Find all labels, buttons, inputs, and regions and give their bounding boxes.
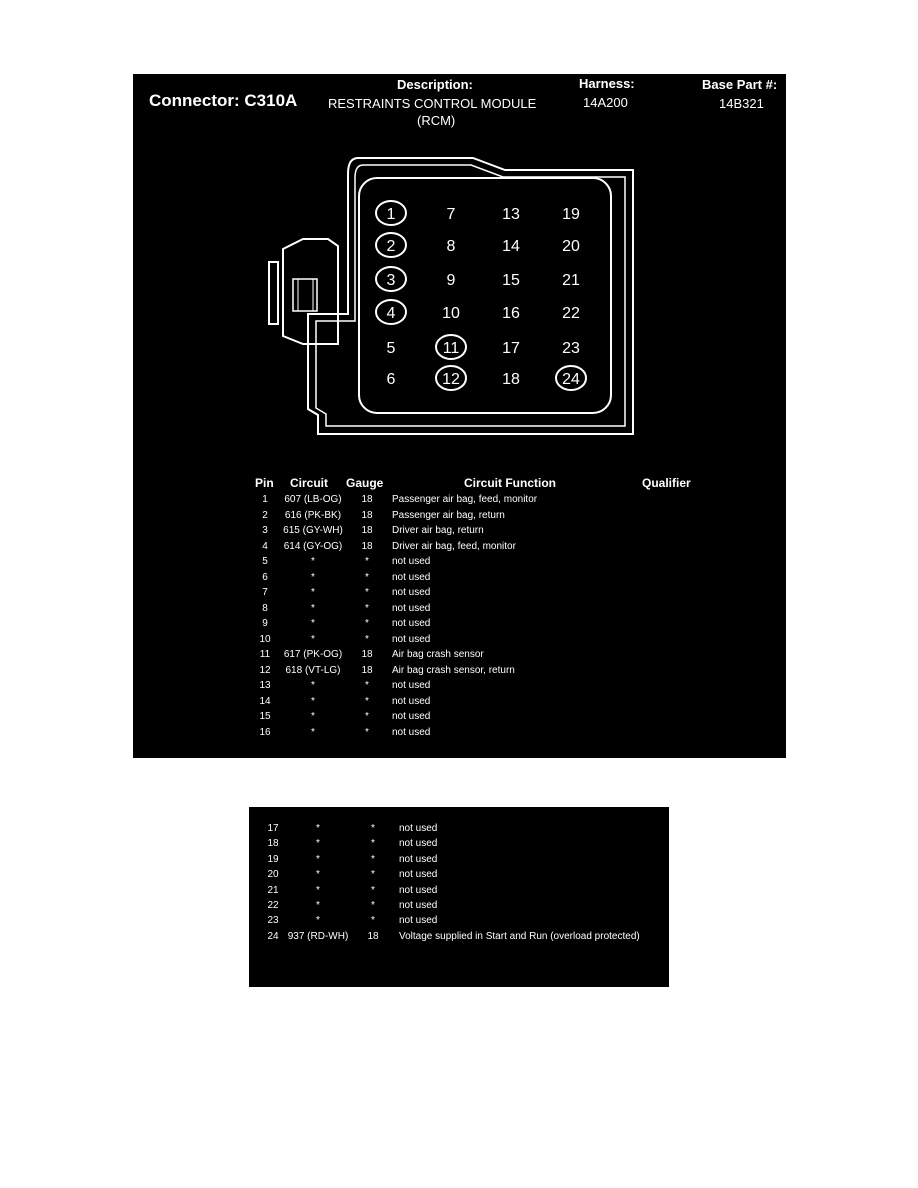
pin-21 bbox=[562, 272, 580, 289]
table-row bbox=[249, 885, 669, 900]
pin-16 bbox=[502, 305, 520, 322]
pin-number: 11 bbox=[442, 340, 460, 357]
pin-number: 19 bbox=[562, 206, 580, 223]
cell-gauge: 18 bbox=[367, 930, 379, 942]
table-row bbox=[133, 680, 786, 695]
table-row bbox=[133, 618, 786, 633]
cell-circuit: 615 (GY-WH) bbox=[283, 525, 343, 536]
pin-3 bbox=[376, 267, 406, 291]
pin-5 bbox=[387, 340, 396, 357]
cell-function: not used bbox=[392, 711, 431, 722]
pin-15 bbox=[502, 272, 520, 289]
pin-6 bbox=[387, 371, 396, 388]
cell-gauge: * bbox=[371, 900, 375, 911]
pin-number: 15 bbox=[502, 272, 520, 289]
cell-circuit: 614 (GY-OG) bbox=[283, 540, 343, 552]
pin-number: 3 bbox=[386, 272, 396, 289]
table-row bbox=[133, 696, 786, 711]
table-row bbox=[133, 556, 786, 571]
pin-12 bbox=[436, 366, 466, 390]
table-row bbox=[133, 494, 786, 509]
cell-gauge: 18 bbox=[361, 649, 373, 660]
cell-gauge: * bbox=[365, 633, 369, 645]
table-row bbox=[133, 711, 786, 726]
cell-pin: 5 bbox=[262, 556, 268, 567]
cell-function: not used bbox=[399, 853, 438, 865]
table-row bbox=[249, 823, 669, 838]
table-row bbox=[133, 634, 786, 649]
connector-title: Connector: C310A bbox=[149, 91, 298, 110]
function-column-header: Circuit Function bbox=[464, 476, 556, 490]
table-row bbox=[249, 900, 669, 915]
table-row bbox=[133, 603, 786, 618]
description-value: RESTRAINTS CONTROL MODULE bbox=[328, 96, 537, 111]
pin-number: 18 bbox=[502, 371, 520, 388]
cell-function: Driver air bag, feed, monitor bbox=[392, 540, 516, 552]
cell-pin: 2 bbox=[262, 509, 268, 521]
cell-pin: 18 bbox=[267, 838, 279, 850]
cell-gauge: * bbox=[365, 571, 369, 583]
cell-function: not used bbox=[399, 900, 438, 911]
cell-gauge: * bbox=[365, 587, 369, 598]
table-row bbox=[133, 587, 786, 602]
cell-function: not used bbox=[399, 823, 438, 834]
cell-pin: 6 bbox=[262, 571, 268, 583]
pin-number: 23 bbox=[562, 340, 580, 357]
cell-gauge: 18 bbox=[361, 509, 373, 521]
connector-diagram-panel bbox=[133, 74, 786, 758]
pin-table-continuation-panel bbox=[249, 807, 669, 987]
pin-number: 8 bbox=[446, 238, 456, 255]
harness-value: 14A200 bbox=[583, 95, 628, 110]
pin-18 bbox=[502, 371, 520, 388]
table-row bbox=[133, 727, 786, 742]
cell-function: Passenger air bag, feed, monitor bbox=[392, 494, 538, 505]
circuit-column-header: Circuit bbox=[290, 476, 329, 490]
cell-circuit: 937 (RD-WH) bbox=[287, 930, 349, 942]
pin-1 bbox=[376, 201, 406, 225]
pin-number: 24 bbox=[562, 371, 580, 388]
pin-14 bbox=[502, 238, 520, 255]
cell-function: not used bbox=[392, 680, 431, 691]
pin-layer bbox=[376, 201, 586, 390]
cell-function: not used bbox=[392, 587, 431, 598]
pin-4 bbox=[376, 300, 406, 324]
cell-pin: 20 bbox=[267, 869, 279, 881]
pin-number: 12 bbox=[442, 371, 460, 388]
pin-number: 4 bbox=[386, 305, 396, 322]
cell-pin: 3 bbox=[262, 525, 268, 536]
table-row bbox=[249, 854, 669, 869]
cell-gauge: * bbox=[371, 884, 375, 896]
pin-24 bbox=[556, 366, 586, 390]
cell-gauge: * bbox=[371, 915, 375, 927]
cell-circuit: 618 (VT-LG) bbox=[285, 664, 341, 676]
cell-circuit: * bbox=[311, 633, 315, 645]
pin-19 bbox=[562, 206, 580, 223]
cell-circuit: * bbox=[316, 838, 320, 850]
pin-number: 17 bbox=[502, 340, 520, 357]
pin-20 bbox=[562, 238, 580, 255]
table-row bbox=[133, 541, 786, 556]
cell-gauge: * bbox=[371, 823, 375, 834]
cell-circuit: * bbox=[316, 915, 320, 927]
cell-pin: 7 bbox=[262, 587, 268, 598]
cell-circuit: 607 (LB-OG) bbox=[284, 494, 342, 505]
connector-side-rib bbox=[269, 262, 278, 324]
cell-pin: 14 bbox=[259, 695, 271, 707]
cell-pin: 22 bbox=[267, 900, 279, 911]
cell-pin: 13 bbox=[259, 680, 271, 691]
cell-circuit: * bbox=[316, 869, 320, 881]
cell-pin: 23 bbox=[267, 915, 279, 927]
cell-gauge: * bbox=[365, 556, 369, 567]
pin-7 bbox=[447, 206, 456, 223]
cell-pin: 24 bbox=[267, 930, 279, 942]
pin-number: 10 bbox=[442, 305, 460, 322]
cell-gauge: * bbox=[365, 726, 369, 738]
cell-gauge: 18 bbox=[361, 525, 373, 536]
cell-circuit: * bbox=[311, 711, 315, 722]
cell-function: Air bag crash sensor, return bbox=[392, 664, 515, 676]
pin-23 bbox=[562, 340, 580, 357]
pin-17 bbox=[502, 340, 520, 357]
base-part-value: 14B321 bbox=[719, 96, 764, 111]
cell-gauge: * bbox=[365, 695, 369, 707]
cell-gauge: * bbox=[365, 711, 369, 722]
cell-circuit: * bbox=[311, 602, 315, 614]
cell-circuit: * bbox=[316, 823, 320, 834]
cell-function: not used bbox=[392, 633, 431, 645]
cell-function: Air bag crash sensor bbox=[392, 649, 484, 660]
cell-function: Passenger air bag, return bbox=[392, 509, 505, 521]
cell-circuit: * bbox=[311, 695, 315, 707]
connector-face bbox=[133, 74, 786, 474]
cell-gauge: * bbox=[365, 602, 369, 614]
cell-function: Driver air bag, return bbox=[392, 525, 484, 536]
cell-pin: 12 bbox=[259, 664, 271, 676]
cell-circuit: * bbox=[311, 680, 315, 691]
table-row bbox=[249, 869, 669, 884]
cell-circuit: * bbox=[316, 853, 320, 865]
cell-function: not used bbox=[392, 726, 431, 738]
cell-pin: 21 bbox=[267, 884, 279, 896]
table-row bbox=[249, 931, 669, 946]
pin-number: 7 bbox=[446, 206, 456, 223]
connector-lock-tab bbox=[283, 239, 338, 344]
base-part-label: Base Part #: bbox=[702, 77, 778, 92]
table-row bbox=[249, 838, 669, 853]
pin-number: 14 bbox=[502, 238, 520, 255]
cell-function: not used bbox=[392, 556, 431, 567]
table-row bbox=[133, 510, 786, 525]
cell-pin: 19 bbox=[267, 853, 279, 865]
cell-pin: 16 bbox=[259, 726, 271, 738]
cell-circuit: * bbox=[311, 571, 315, 583]
cell-pin: 17 bbox=[267, 823, 279, 834]
cell-function: not used bbox=[392, 571, 431, 583]
pin-number: 16 bbox=[502, 305, 520, 322]
description-label: Description: bbox=[397, 77, 473, 92]
cell-circuit: * bbox=[311, 726, 315, 738]
table-row bbox=[133, 525, 786, 540]
pin-11 bbox=[436, 335, 466, 359]
pin-9 bbox=[447, 272, 456, 289]
table-row bbox=[249, 915, 669, 930]
cell-pin: 4 bbox=[262, 540, 268, 552]
cell-pin: 9 bbox=[262, 618, 268, 629]
pin-22 bbox=[562, 305, 580, 322]
cell-circuit: * bbox=[311, 556, 315, 567]
description-value-line2: (RCM) bbox=[417, 113, 456, 128]
cell-function: not used bbox=[392, 695, 431, 707]
cell-gauge: 18 bbox=[361, 664, 373, 676]
table-row bbox=[133, 665, 786, 680]
cell-pin: 1 bbox=[262, 494, 268, 505]
cell-function: not used bbox=[392, 618, 431, 629]
cell-gauge: 18 bbox=[361, 540, 373, 552]
cell-gauge: * bbox=[371, 838, 375, 850]
cell-circuit: 617 (PK-OG) bbox=[283, 649, 343, 660]
cell-circuit: * bbox=[311, 587, 315, 598]
cell-function: Voltage supplied in Start and Run (overload protected) bbox=[399, 930, 640, 942]
cell-pin: 10 bbox=[259, 633, 271, 645]
cell-gauge: * bbox=[365, 680, 369, 691]
cell-circuit: * bbox=[311, 618, 315, 629]
connector-housing-outer bbox=[308, 158, 633, 434]
pin-8 bbox=[447, 238, 456, 255]
pin-13 bbox=[502, 206, 520, 223]
cell-gauge: * bbox=[365, 618, 369, 629]
pin-number: 21 bbox=[562, 272, 580, 289]
cell-pin: 15 bbox=[259, 711, 271, 722]
cell-function: not used bbox=[399, 838, 438, 850]
pin-number: 2 bbox=[386, 238, 396, 255]
cell-gauge: 18 bbox=[361, 494, 373, 505]
cell-function: not used bbox=[399, 915, 438, 927]
cell-function: not used bbox=[392, 602, 431, 614]
pin-number: 6 bbox=[386, 371, 396, 388]
cell-function: not used bbox=[399, 869, 438, 881]
pin-number: 1 bbox=[386, 206, 396, 223]
pin-number: 5 bbox=[386, 340, 396, 357]
cell-circuit: * bbox=[316, 900, 320, 911]
pin-10 bbox=[442, 305, 460, 322]
pin-column-header: Pin bbox=[255, 476, 274, 490]
connector-lock-slot bbox=[298, 279, 313, 311]
cell-circuit: * bbox=[316, 884, 320, 896]
table-row bbox=[133, 649, 786, 664]
pin-number: 22 bbox=[562, 305, 580, 322]
qualifier-column-header: Qualifier bbox=[642, 476, 691, 490]
cell-function: not used bbox=[399, 884, 438, 896]
cell-pin: 8 bbox=[262, 602, 268, 614]
pin-number: 20 bbox=[562, 238, 580, 255]
cell-gauge: * bbox=[371, 869, 375, 881]
cell-circuit: 616 (PK-BK) bbox=[284, 509, 342, 521]
pin-number: 9 bbox=[446, 272, 456, 289]
table-row bbox=[133, 572, 786, 587]
gauge-column-header: Gauge bbox=[346, 476, 384, 490]
pin-2 bbox=[376, 233, 406, 257]
cell-gauge: * bbox=[371, 853, 375, 865]
harness-label: Harness: bbox=[579, 76, 635, 91]
cell-pin: 11 bbox=[259, 649, 271, 660]
pin-number: 13 bbox=[502, 206, 520, 223]
